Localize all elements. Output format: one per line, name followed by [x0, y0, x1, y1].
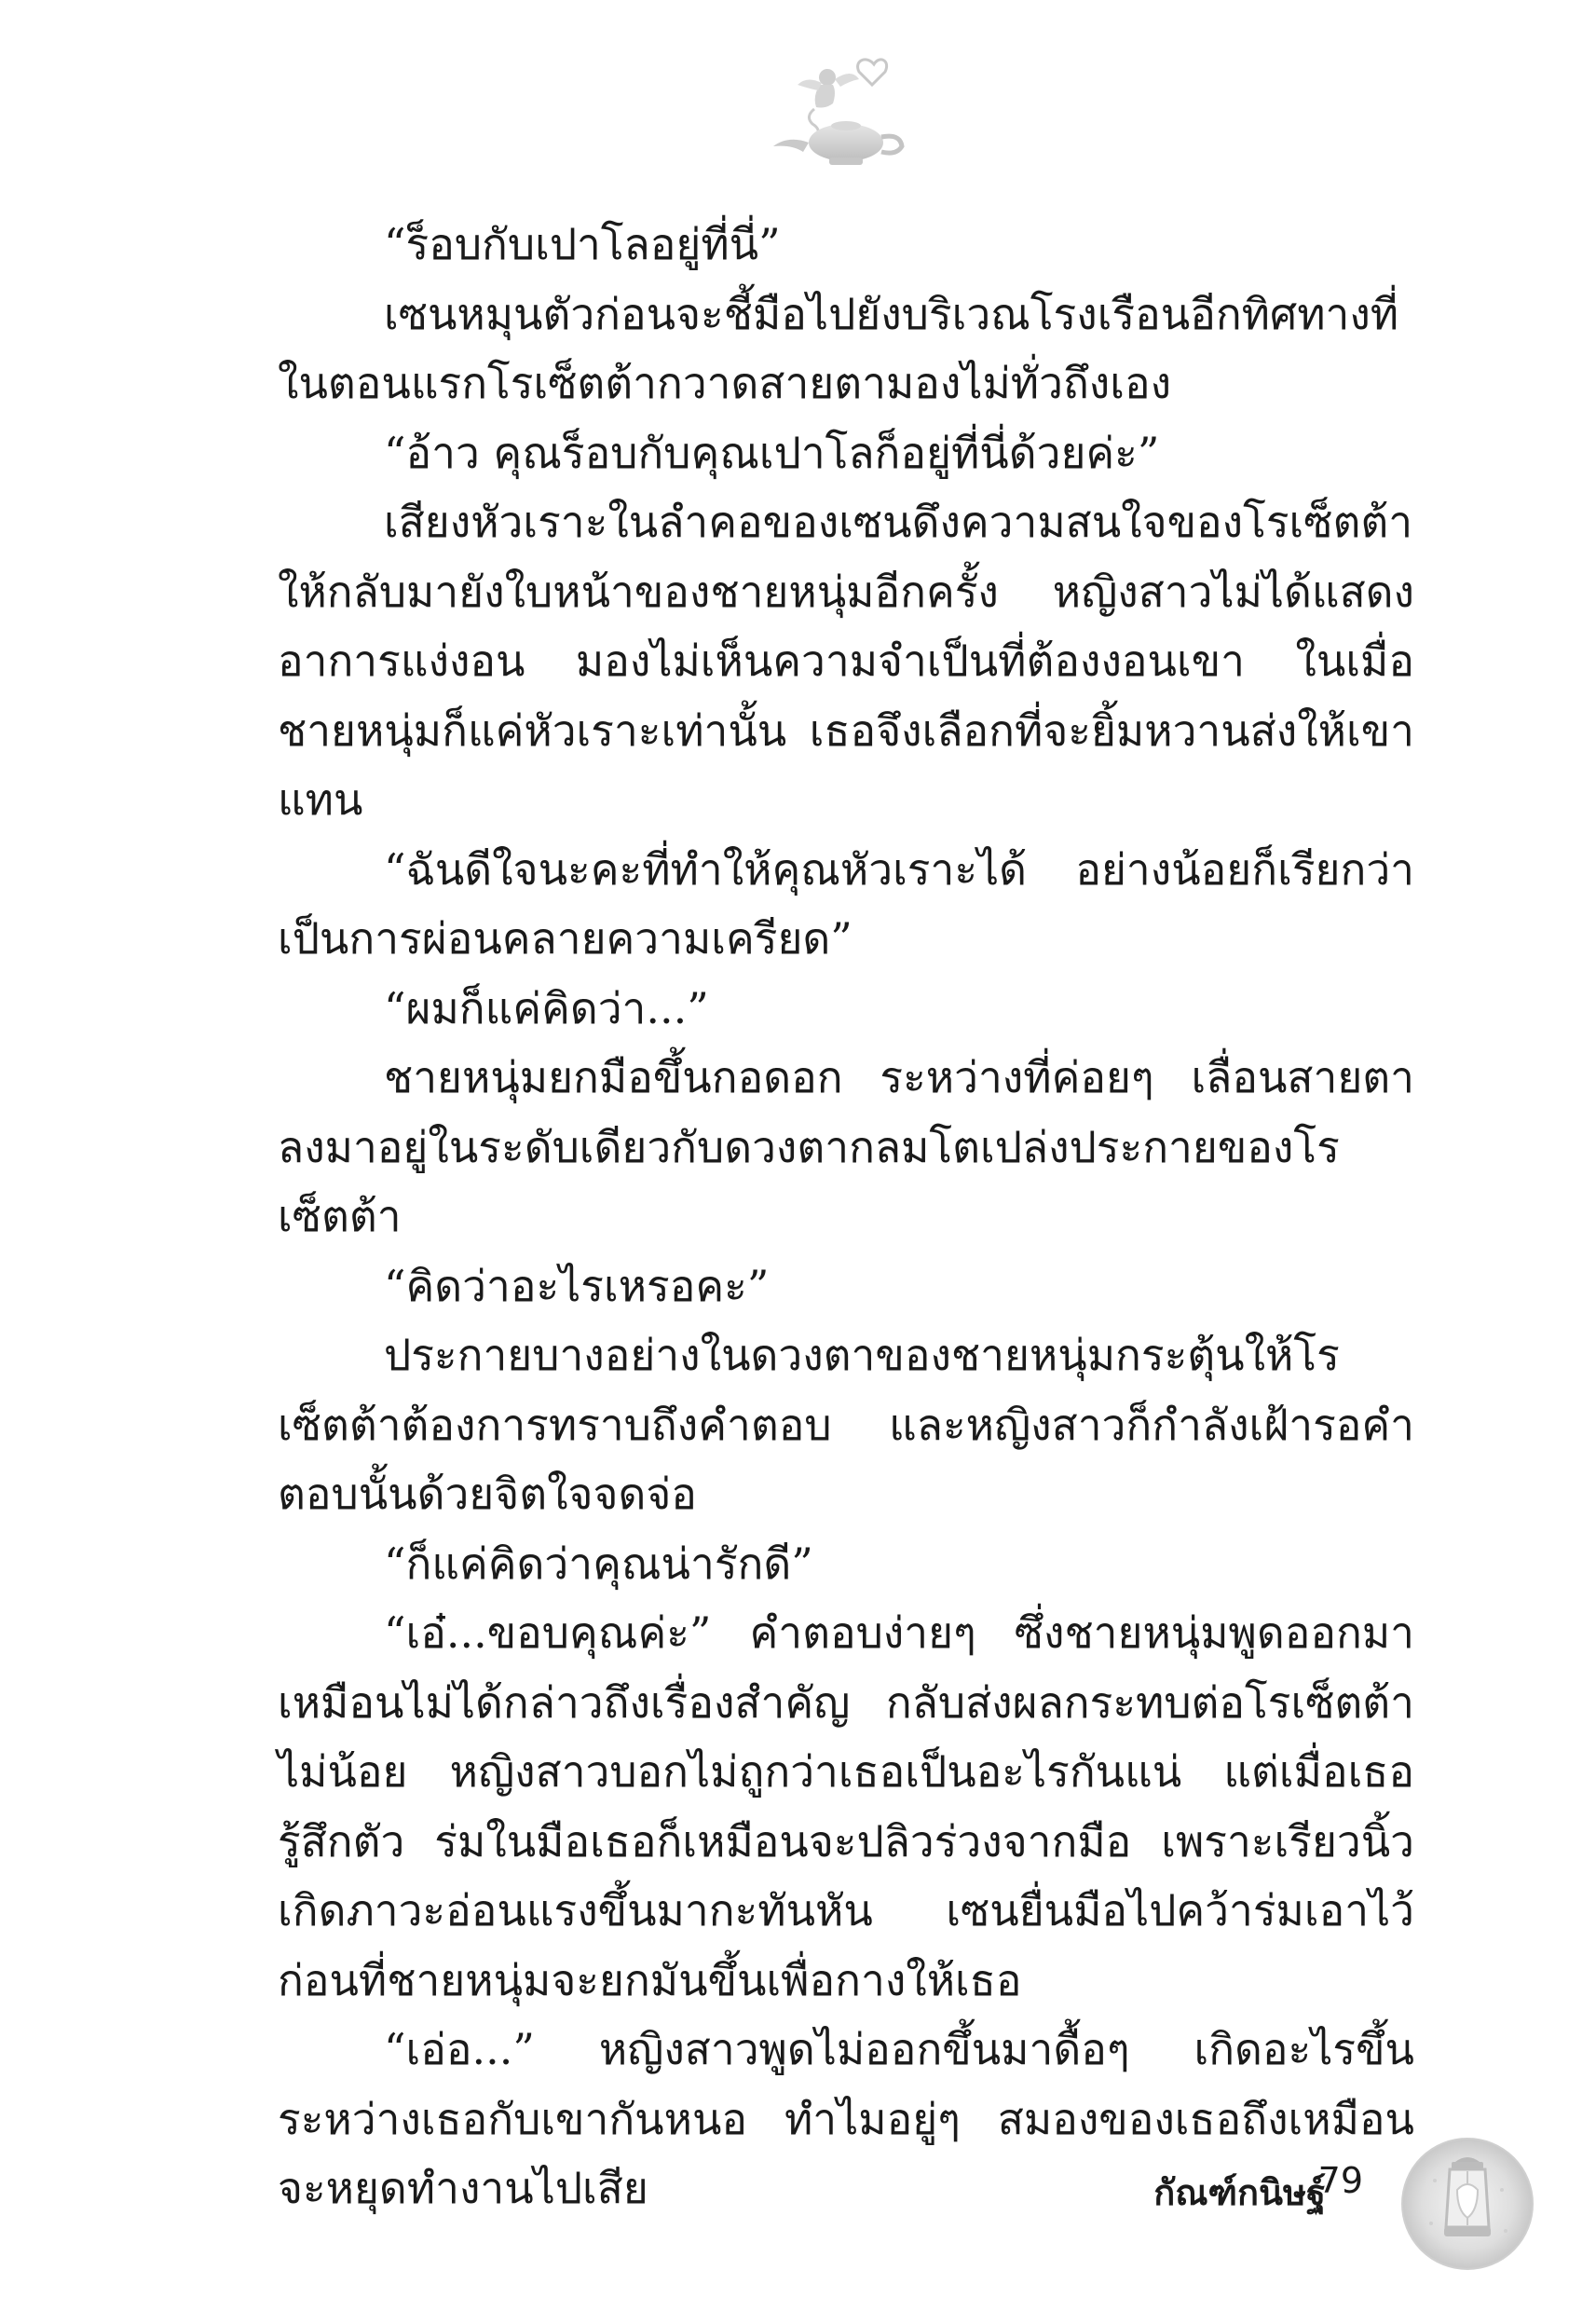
paragraph: “ร็อบกับเปาโลอยู่ที่นี่” — [384, 219, 781, 269]
lantern-ornament-icon — [1398, 2134, 1537, 2274]
paragraph: “อ้าว คุณร็อบกับคุณเปาโลก็อยู่ที่นี่ด้วยค่ะ” — [384, 427, 1160, 478]
teapot-ornament-icon — [755, 51, 913, 172]
page-number: 79 — [1317, 2160, 1363, 2201]
paragraph: “ผมก็แค่คิดว่า...” — [384, 982, 709, 1033]
paragraph: “ก็แค่คิดว่าคุณน่ารักดี” — [384, 1538, 813, 1589]
paragraph: เสียงหัวเราะในลำคอของเซนดึงความสนใจของโรเซ็ตต้าให้กลับมายังใบหน้าของชายหนุ่มอีกครั้ง หญิงสาวไม่ได้แสดงอาการแง่งอน มองไม่เห็นความจำเป็นที่ต้องงอนเขา ในเมื่อชายหนุ่มก็แค่หัวเราะเท่านั้น เธอจึงเลือกที่จะยิ้มหวานส่งให้เขาแทน — [278, 497, 1414, 825]
paragraph: “เอ่อ...” หญิงสาวพูดไม่ออกขึ้นมาดื้อๆ เกิดอะไรขึ้นระหว่างเธอกับเขากันหนอ ทำไมอยู่ๆ สมองของเธอถึงเหมือนจะหยุดทำงานไปเสีย — [278, 2024, 1414, 2213]
paragraph: เซนหมุนตัวก่อนจะชี้มือไปยังบริเวณโรงเรือนอีกทิศทางที่ในตอนแรกโรเซ็ตต้ากวาดสายตามองไม่ทั่วถึงเอง — [278, 288, 1399, 408]
body-text — [278, 210, 1414, 2223]
book-title: กัณฑ์กนิษฐ์ — [1153, 2172, 1326, 2213]
paragraph: “เอ๋...ขอบคุณค่ะ” คำตอบง่ายๆ ซึ่งชายหนุ่มพูดออกมาเหมือนไม่ได้กล่าวถึงเรื่องสำคัญ กลับส่งผลกระทบต่อโรเซ็ตต้าไม่น้อย หญิงสาวบอกไม่ถูกว่าเธอเป็นอะไรกันแน่ แต่เมื่อเธอรู้สึกตัว ร่มในมือเธอก็เหมือนจะปลิวร่วงจากมือ เพราะเรียวนิ้วเกิดภาวะอ่อนแรงขึ้นมากะทันหัน เซนยื่นมือไปคว้าร่มเอาไว้ก่อนที่ชายหนุ่มจะยกมันขึ้นเพื่อกางให้เธอ — [278, 1607, 1414, 2005]
paragraph: ประกายบางอย่างในดวงตาของชายหนุ่มกระตุ้นให้โรเซ็ตต้าต้องการทราบถึงคำตอบ และหญิงสาวก็กำลังเฝ้ารอคำตอบนั้นด้วยจิตใจจดจ่อ — [278, 1330, 1414, 1519]
paragraph: “คิดว่าอะไรเหรอคะ” — [384, 1260, 770, 1311]
page-footer — [0, 2134, 1596, 2264]
paragraph: ชายหนุ่มยกมือขึ้นกอดอก ระหว่างที่ค่อยๆ เลื่อนสายตาลงมาอยู่ในระดับเดียวกับดวงตากลมโตเปล่งประกายของโรเซ็ตต้า — [278, 1052, 1414, 1241]
paragraph: “ฉันดีใจนะคะที่ทำให้คุณหัวเราะได้ อย่างน้อยก็เรียกว่าเป็นการผ่อนคลายความเครียด” — [278, 843, 1414, 964]
